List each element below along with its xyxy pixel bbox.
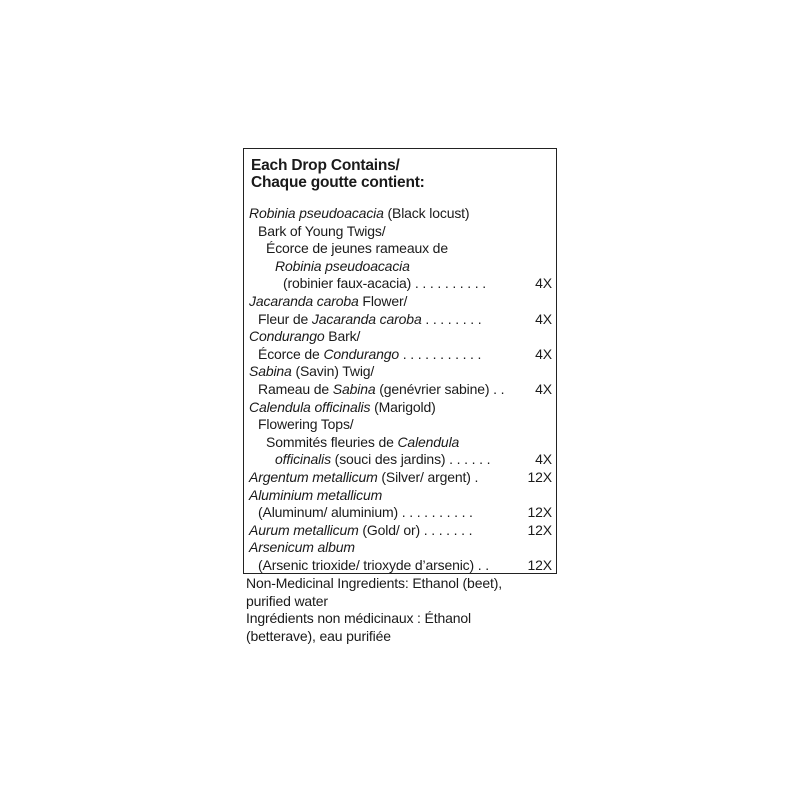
ingredient-text: [249, 469, 478, 487]
footer-line-4: (betterave), eau purifiée: [246, 627, 391, 644]
ingredient-text-segment: Fleur de: [258, 310, 312, 327]
ingredient-text-segment: Flower/: [358, 292, 408, 309]
ingredient-line: [249, 346, 552, 364]
ingredient-text: [258, 381, 504, 399]
potency-value: 12X: [527, 504, 552, 521]
ingredient-text-segment: Sommités fleuries de: [266, 433, 398, 450]
ingredient-text-segment: (Arsenic trioxide/ trioxyde d’arsenic) . .: [258, 556, 490, 573]
ingredient-text-segment: (Silver/ argent) .: [377, 468, 479, 485]
ingredient-text: [249, 363, 374, 381]
ingredient-list: [249, 205, 552, 574]
potency-value: 4X: [535, 345, 552, 362]
heading-english: Each Drop Contains/: [251, 157, 400, 174]
ingredient-text: [249, 293, 407, 311]
ingredient-line: [249, 240, 552, 258]
ingredient-text: [283, 275, 486, 293]
ingredient-text: [249, 328, 360, 346]
ingredient-latin-name: officinalis: [275, 451, 331, 468]
potency-value: 4X: [535, 275, 552, 292]
ingredient-text: [266, 434, 459, 452]
ingredient-text-segment: (robinier faux-acacia) . . . . . . . . . .: [283, 275, 486, 292]
potency-value: 12X: [527, 468, 552, 485]
ingredient-text-segment: Écorce de: [258, 345, 324, 362]
ingredient-latin-name: Calendula: [397, 433, 460, 450]
potency-value: 4X: [535, 451, 552, 468]
ingredient-line: [249, 557, 552, 575]
ingredient-latin-name: Robinia pseudoacacia: [249, 205, 384, 221]
ingredient-text-segment: Bark/: [324, 328, 361, 345]
ingredient-text-segment: (Marigold): [370, 398, 436, 415]
ingredient-latin-name: Condurango: [249, 328, 325, 345]
ingredient-text: [266, 240, 448, 258]
potency-value: 4X: [535, 310, 552, 327]
ingredient-line: [249, 363, 552, 381]
footer-line-2: purified water: [246, 592, 328, 609]
ingredient-line: [249, 487, 552, 505]
ingredient-latin-name: Sabina: [332, 380, 376, 397]
ingredient-line: [249, 381, 552, 399]
ingredients-panel: [243, 148, 557, 574]
panel-heading: [251, 157, 551, 191]
ingredient-line: [249, 416, 552, 434]
heading-french: Chaque goutte contient:: [251, 174, 425, 191]
ingredient-line: [249, 275, 552, 293]
ingredient-text-segment: (Savin) Twig/: [291, 363, 375, 380]
footer-line-1: Non-Medicinal Ingredients: Ethanol (beet),: [246, 575, 502, 591]
ingredient-text: [275, 451, 490, 469]
ingredient-latin-name: Jacaranda caroba: [311, 310, 422, 327]
ingredient-text: [258, 557, 489, 575]
footer-line-3: Ingrédients non médicinaux : Éthanol: [246, 610, 471, 626]
ingredient-text: [249, 205, 469, 223]
ingredient-line: [249, 469, 552, 487]
ingredient-text-segment: (Gold/ or) . . . . . . .: [358, 521, 473, 538]
ingredient-line: [249, 223, 552, 241]
ingredient-text-segment: Écorce de jeunes rameaux de: [266, 240, 448, 257]
ingredient-text: [275, 258, 410, 276]
ingredient-latin-name: Arsenicum album: [249, 539, 355, 556]
ingredient-latin-name: Aurum metallicum: [249, 521, 359, 538]
potency-value: 12X: [527, 521, 552, 538]
ingredient-line: [249, 311, 552, 329]
ingredient-line: [249, 504, 552, 522]
ingredient-line: [249, 293, 552, 311]
ingredient-text: [258, 416, 354, 434]
ingredient-text-segment: . . . . . . . . . . .: [399, 345, 482, 362]
ingredient-text-segment: (Aluminum/ aluminium) . . . . . . . . . .: [258, 504, 473, 521]
ingredient-line: [249, 539, 552, 557]
ingredient-text-segment: . . . . . . . .: [421, 310, 482, 327]
ingredient-text-segment: Bark of Young Twigs/: [258, 222, 386, 239]
ingredient-text: [249, 399, 436, 417]
ingredient-text: [249, 522, 472, 540]
potency-value: 4X: [535, 380, 552, 397]
ingredient-latin-name: Condurango: [323, 345, 399, 362]
ingredient-latin-name: Sabina: [249, 363, 292, 380]
ingredient-latin-name: Calendula officinalis: [249, 398, 371, 415]
ingredient-text-segment: (genévrier sabine) . .: [375, 380, 505, 397]
ingredient-line: [249, 328, 552, 346]
potency-value: 12X: [527, 556, 552, 573]
ingredient-text: [258, 311, 481, 329]
ingredient-line: [249, 451, 552, 469]
non-medicinal-ingredients: [246, 575, 556, 645]
ingredient-line: [249, 205, 552, 223]
ingredient-text-segment: (souci des jardins) . . . . . .: [330, 451, 491, 468]
ingredient-text-segment: Rameau de: [258, 380, 333, 397]
ingredient-text: [258, 223, 386, 241]
ingredient-line: [249, 434, 552, 452]
ingredient-text-segment: (Black locust): [383, 205, 470, 221]
ingredient-latin-name: Jacaranda caroba: [249, 292, 359, 309]
ingredient-line: [249, 258, 552, 276]
ingredient-text: [258, 504, 473, 522]
ingredient-line: [249, 399, 552, 417]
ingredient-latin-name: Argentum metallicum: [249, 468, 378, 485]
ingredient-text-segment: Flowering Tops/: [258, 416, 354, 433]
ingredient-text: [258, 346, 481, 364]
ingredient-text: [249, 487, 382, 505]
ingredient-latin-name: Aluminium metallicum: [249, 486, 383, 503]
ingredient-text: [249, 539, 355, 557]
ingredient-line: [249, 522, 552, 540]
ingredient-latin-name: Robinia pseudoacacia: [275, 257, 410, 274]
